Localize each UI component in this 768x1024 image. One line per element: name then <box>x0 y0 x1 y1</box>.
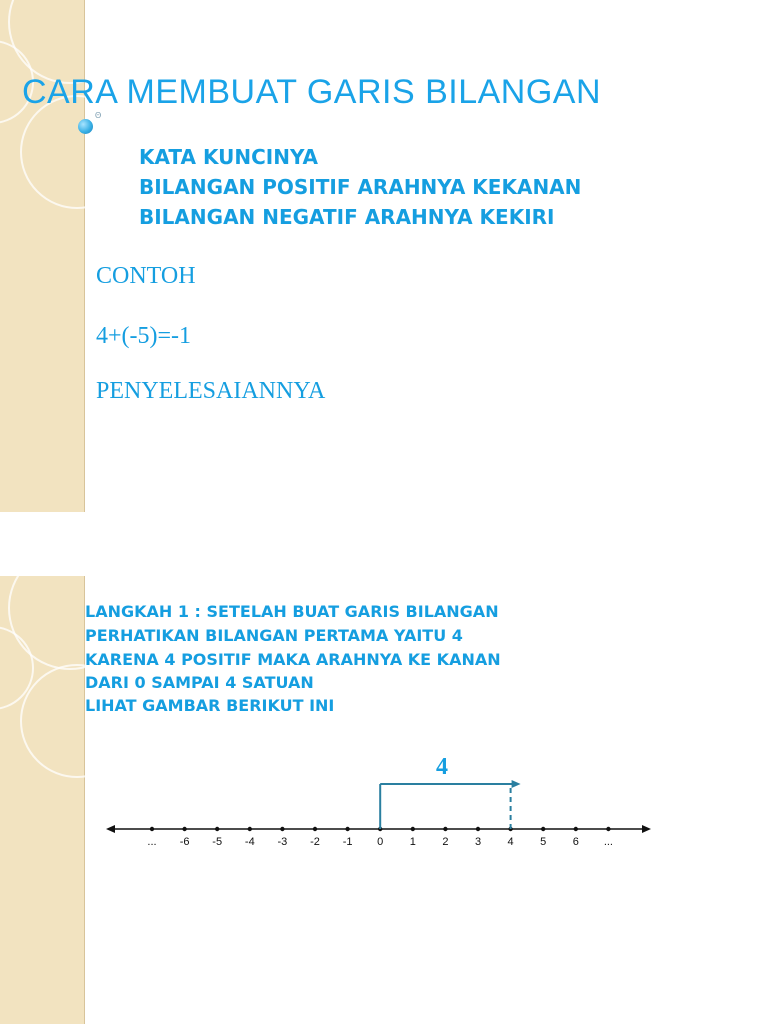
tick-dot <box>150 827 154 831</box>
tick-label: 1 <box>409 836 416 848</box>
slide-2 <box>0 576 768 1024</box>
key-line: BILANGAN POSITIF ARAHNYA KEKANAN <box>139 175 582 199</box>
tick-label: 3 <box>474 836 482 848</box>
axis-right-arrow-icon <box>642 825 651 833</box>
example-equation: 4+(-5)=-1 <box>96 323 192 349</box>
tick-label: -3 <box>277 836 288 848</box>
step-line: PERHATIKAN BILANGAN PERTAMA YAITU 4 <box>85 626 463 645</box>
jump-arrow-head-icon <box>512 780 521 788</box>
tick-label: 2 <box>442 836 449 848</box>
number-line <box>0 576 768 1024</box>
tick-label: -6 <box>179 836 190 848</box>
tick-dot <box>215 827 219 831</box>
bullet-orb-icon <box>78 119 93 134</box>
tick-label: 4 <box>507 836 514 848</box>
axis-left-arrow-icon <box>106 825 115 833</box>
tick-dot <box>476 827 480 831</box>
step-line: LIHAT GAMBAR BERIKUT INI <box>85 696 335 715</box>
tick-dot <box>411 827 415 831</box>
page-title: CARA MEMBUAT GARIS BILANGAN <box>22 73 602 111</box>
tick-label: -2 <box>310 836 320 848</box>
tick-dot <box>541 827 545 831</box>
tick-dot <box>345 827 349 831</box>
decor-ring <box>20 95 134 209</box>
example-heading: CONTOH <box>96 263 196 289</box>
tick-label: -1 <box>342 836 353 848</box>
bullet-mark: Θ <box>95 111 102 120</box>
tick-label: ... <box>147 836 157 848</box>
tick-label: 0 <box>377 836 384 848</box>
key-line: BILANGAN NEGATIF ARAHNYA KEKIRI <box>139 205 555 229</box>
tick-dot <box>606 827 610 831</box>
tick-dot <box>443 827 447 831</box>
key-line: KATA KUNCINYA <box>139 145 318 169</box>
tick-label: 6 <box>572 836 579 848</box>
step-line: DARI 0 SAMPAI 4 SATUAN <box>85 673 314 692</box>
tick-dot <box>182 827 186 831</box>
solution-heading: PENYELESAIANNYA <box>96 378 326 404</box>
tick-dot <box>313 827 317 831</box>
step-line: KARENA 4 POSITIF MAKA ARAHNYA KE KANAN <box>85 650 501 669</box>
tick-label: -4 <box>244 836 255 848</box>
tick-dot <box>574 827 578 831</box>
tick-dot <box>280 827 284 831</box>
tick-label: -5 <box>212 836 223 848</box>
tick-label: 5 <box>540 836 547 848</box>
tick-label: ... <box>603 836 613 848</box>
tick-dot <box>248 827 252 831</box>
step-line: LANGKAH 1 : SETELAH BUAT GARIS BILANGAN <box>85 602 499 621</box>
jump-label: 4 <box>436 754 448 780</box>
